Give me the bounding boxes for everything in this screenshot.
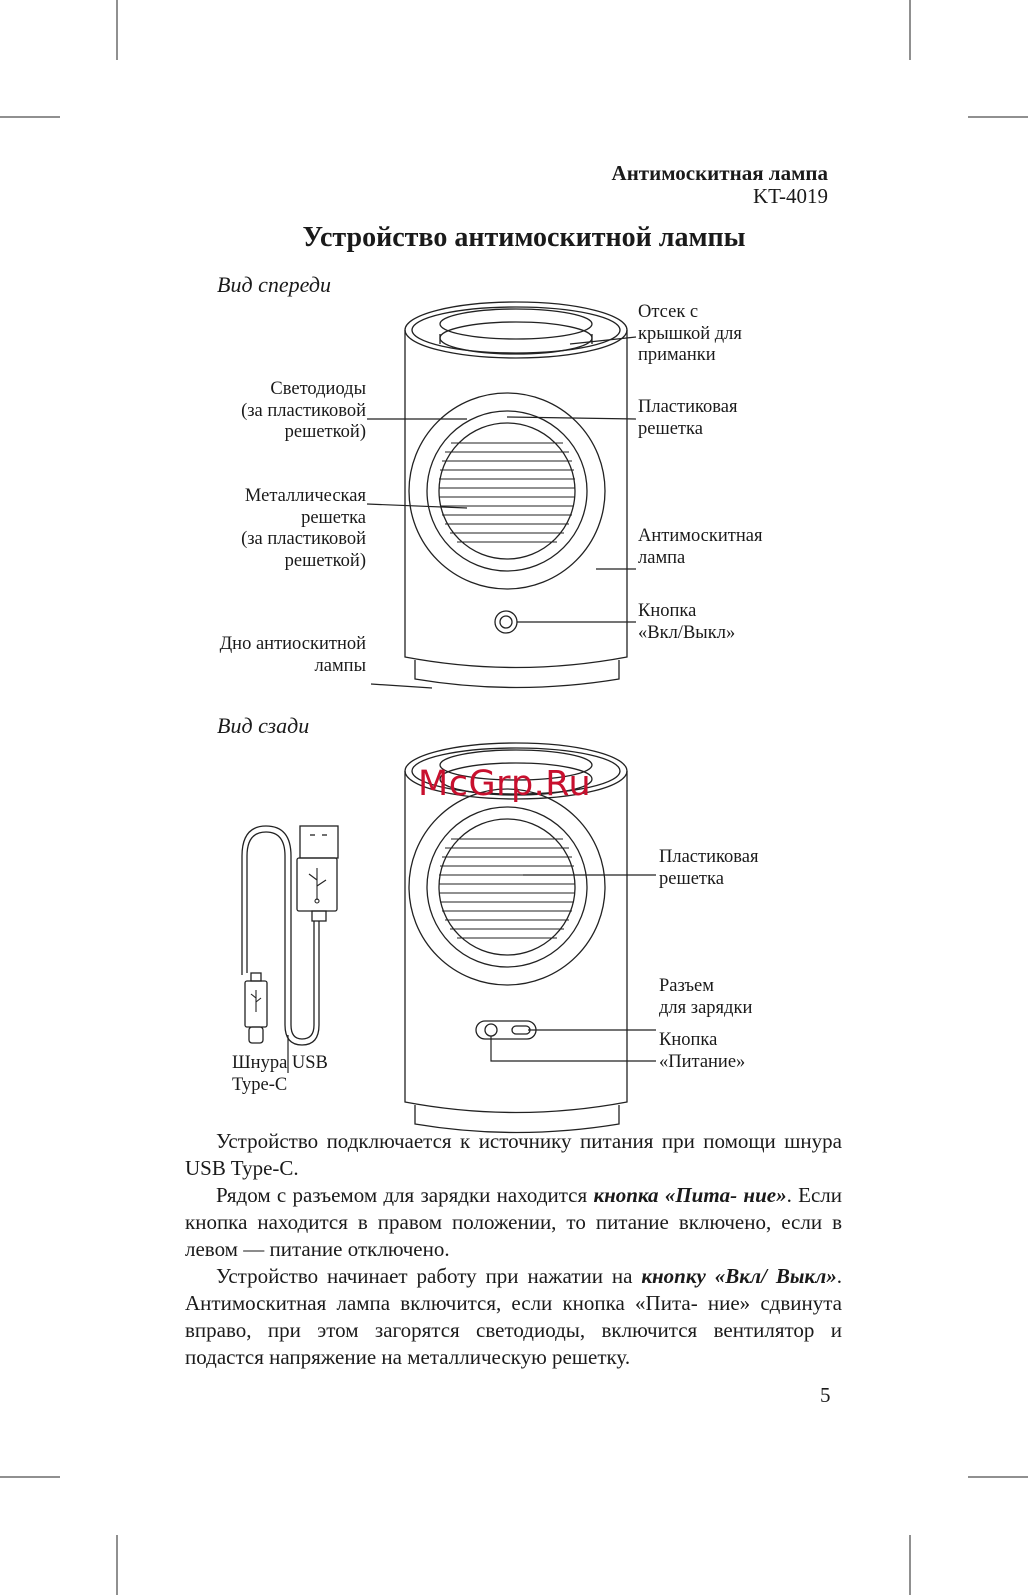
front-leaders: [367, 337, 636, 688]
label-lamp: Антимоскитная лампа: [638, 526, 763, 568]
label-power-button: Кнопка «Питание»: [659, 1030, 746, 1072]
page-title: Устройство антимоскитной лампы: [302, 222, 746, 253]
header-model: KT-4019: [752, 184, 828, 208]
label-bait-compartment: Отсек с крышкой для приманки: [638, 302, 742, 365]
paragraph-3: Устройство начинает работу при нажатии на кнопку «Вкл/ Выкл». Антимоскитная лампа включится, если кнопка «Пита- ние» сдвинута вправо, при этом загорятся светодиоды, включится вентилятор и подастся напряжение на металлическую решетку.: [185, 1264, 842, 1369]
rear-leaders: [288, 875, 656, 1073]
body-text: [185, 1128, 842, 1371]
front-lamp-drawing: [405, 302, 627, 688]
paragraph-2: Рядом с разъемом для зарядки находится кнопка «Пита- ние». Если кнопка находится в правом положении, то питание включено, если в левом — питание отключено.: [185, 1183, 843, 1261]
label-on-off-button: Кнопка «Вкл/Выкл»: [638, 601, 736, 643]
label-plastic-grille-front: Пластиковая решетка: [638, 397, 738, 439]
label-metal-grille: Металлическая решетка (за пластиковой решеткой): [241, 486, 366, 571]
label-leds: Светодиоды (за пластиковой решеткой): [241, 379, 366, 442]
header-product-name: Антимоскитная лампа: [611, 161, 828, 185]
label-plastic-grille-rear: Пластиковая решетка: [659, 847, 759, 889]
label-charging-port: Разъем для зарядки: [659, 976, 753, 1018]
label-bottom: Дно антиоскитной лампы: [219, 634, 366, 676]
watermark: McGrp.Ru: [418, 764, 592, 804]
front-view-caption: Вид спереди: [217, 272, 331, 297]
rear-view-caption: Вид сзади: [217, 713, 310, 738]
label-usb-cable: Шнура USB Type-C: [232, 1053, 328, 1095]
usb-cable-drawing: [242, 826, 338, 1045]
page-number: 5: [820, 1383, 831, 1407]
paragraph-1: Устройство подключается к источнику питания при помощи шнура USB Type-C.: [185, 1129, 842, 1180]
